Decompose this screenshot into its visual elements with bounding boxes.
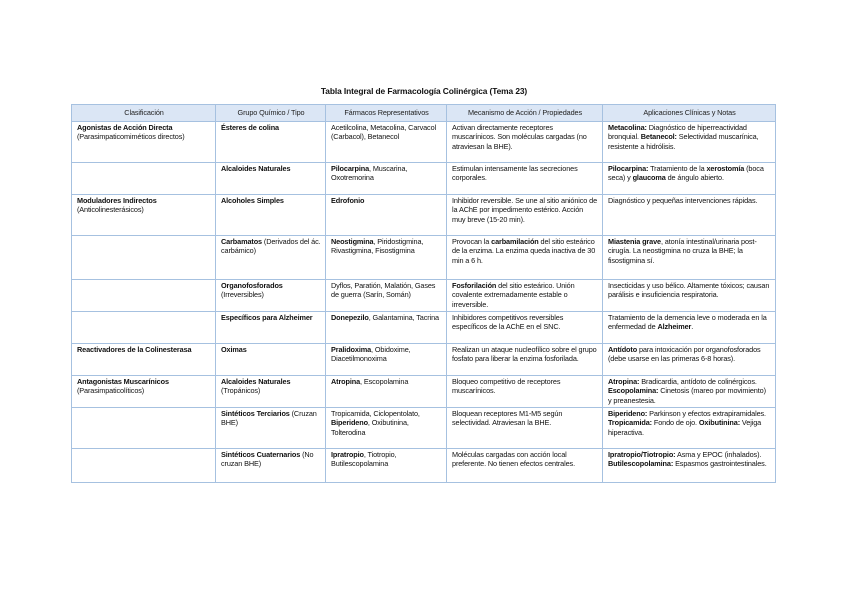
bold-text: Pralidoxima	[331, 345, 372, 354]
cell-farmacos	[326, 163, 447, 195]
table-row	[72, 280, 776, 312]
bold-text: Betanecol:	[640, 132, 677, 142]
bold-text: Atropina:	[608, 377, 640, 386]
bold-text: Alcaloides Naturales	[221, 164, 291, 173]
table-row	[72, 344, 776, 376]
bold-text: Edrofonio	[331, 196, 365, 205]
bold-text: Carbamatos	[221, 237, 262, 246]
bold-text: Alcoholes Simples	[221, 196, 284, 205]
text: Tratamiento de la demencia leve o moderada en la enfermedad de	[608, 313, 767, 332]
pharmacology-table	[71, 104, 776, 483]
bold-text: Escopolamina:	[608, 386, 659, 396]
text: Vejiga hiperactiva.	[608, 418, 762, 437]
bold-text: carbamilación	[491, 237, 539, 246]
bold-text: Alzheimer	[657, 322, 692, 332]
text: del sitio esteárico. Unión covalente extremadamente estable o irreversible.	[452, 281, 575, 309]
bold-text: Donepezilo	[331, 313, 369, 322]
bold-text: glaucoma	[632, 173, 666, 183]
cell-clase	[72, 280, 216, 312]
table-row	[72, 163, 776, 195]
text: Asma y EPOC (inhalados).	[675, 450, 762, 459]
page-title: Tabla Integral de Farmacología Colinérgica (Tema 23)	[320, 86, 528, 96]
cell-mecanismo	[447, 376, 603, 408]
text: .	[691, 322, 694, 332]
cell-aplicaciones	[603, 163, 776, 195]
cell-aplicaciones	[603, 236, 776, 280]
bold-text: Tropicamida:	[608, 418, 652, 428]
table-row	[72, 376, 776, 408]
bold-text: Atropina	[331, 377, 361, 386]
cell-clase	[72, 122, 216, 163]
cell-mecanismo	[447, 163, 603, 195]
cell-grupo	[216, 236, 326, 280]
bold-text: Butilescopolamina:	[608, 459, 674, 469]
text: (Parasimpaticomiméticos directos)	[77, 132, 185, 142]
bold-text: Alcaloides Naturales	[221, 377, 291, 386]
bold-text: Reactivadores de la Colinesterasa	[77, 345, 192, 354]
text: Estimulan intensamente las secreciones corporales.	[452, 164, 578, 183]
cell-aplicaciones	[603, 122, 776, 163]
text: (No cruzan BHE)	[221, 450, 314, 469]
cell-grupo	[216, 408, 326, 449]
cell-mecanismo	[447, 344, 603, 376]
text: (Anticolinesterásicos)	[77, 205, 144, 215]
header-farmacos: Fármacos Representativos	[326, 105, 447, 122]
text: (boca seca) y	[608, 164, 764, 183]
table-row	[72, 122, 776, 163]
cell-aplicaciones	[603, 449, 776, 483]
bold-text: Neostigmina	[331, 237, 374, 246]
bold-text: Organofosforados	[221, 281, 283, 290]
cell-farmacos	[326, 449, 447, 483]
cell-clase	[72, 376, 216, 408]
cell-mecanismo	[447, 449, 603, 483]
table-row	[72, 449, 776, 483]
cell-clase	[72, 312, 216, 344]
cell-aplicaciones	[603, 280, 776, 312]
bold-text: Agonistas de Acción Directa	[77, 123, 173, 132]
text: Bloqueo competitivo de receptores muscarínicos.	[452, 377, 561, 396]
bold-text: xerostomía	[706, 164, 745, 173]
text: , Escopolamina	[360, 377, 409, 386]
cell-mecanismo	[447, 122, 603, 163]
text: Parkinson y efectos extrapiramidales.	[647, 409, 766, 418]
cell-clase	[72, 163, 216, 195]
text: (Tropánicos)	[221, 386, 261, 396]
table-body	[72, 122, 776, 483]
cell-aplicaciones	[603, 195, 776, 236]
bold-text: Ipratropio	[331, 450, 364, 459]
cell-grupo	[216, 122, 326, 163]
cell-clase	[72, 408, 216, 449]
text: Espasmos gastrointestinales.	[673, 459, 767, 469]
text: Tropicamida, Ciclopentolato,	[331, 409, 420, 418]
text: Dyflos, Paratión, Malatión, Gases de guerra (Sarín, Somán)	[331, 281, 436, 300]
text: , Muscarina, Oxotremorina	[331, 164, 408, 183]
cell-grupo	[216, 344, 326, 376]
cell-grupo	[216, 280, 326, 312]
text: Selectividad muscarínica, resistente a hidrólisis.	[608, 132, 759, 151]
text: Moléculas cargadas con acción local preferente. No tienen efectos centrales.	[452, 450, 575, 469]
bold-text: Antagonistas Muscarínicos	[77, 377, 169, 386]
header-grupo: Grupo Químico / Tipo	[216, 105, 326, 122]
text: de ángulo abierto.	[665, 173, 724, 183]
text: Diagnóstico y pequeñas intervenciones rápidas.	[608, 196, 758, 205]
bold-text: Antídoto	[608, 345, 638, 354]
bold-text: Biperideno	[331, 418, 368, 428]
table-header-row	[72, 105, 776, 122]
text: (Irreversibles)	[221, 290, 264, 300]
text: Inhibidores competitivos reversibles específicos de la AChE en el SNC.	[452, 313, 564, 332]
cell-grupo	[216, 163, 326, 195]
cell-mecanismo	[447, 280, 603, 312]
text: Realizan un ataque nucleofílico sobre el grupo fosfato para liberar la enzima fosforilada.	[452, 345, 597, 364]
text: (Derivados del ác. carbámico)	[221, 237, 321, 256]
cell-aplicaciones	[603, 408, 776, 449]
bold-text: Miastenia grave	[608, 237, 661, 246]
bold-text: Metacolina:	[608, 123, 647, 132]
cell-aplicaciones	[603, 312, 776, 344]
cell-clase	[72, 449, 216, 483]
text: Bloquean receptores M1-M5 según selectividad. Atraviesan la BHE.	[452, 409, 563, 428]
text: Inhibidor reversible. Se une al sitio aniónico de la AChE por impedimento estérico. Acción muy breve (15-20 min).	[452, 196, 598, 224]
table-row	[72, 236, 776, 280]
text: , Obidoxime, Diacetilmonoxima	[331, 345, 411, 364]
cell-farmacos	[326, 408, 447, 449]
text: , Oxibutinina, Tolterodina	[331, 418, 409, 437]
text: (Cruzan BHE)	[221, 409, 317, 428]
bold-text: Pilocarpina	[331, 164, 370, 173]
cell-farmacos	[326, 236, 447, 280]
bold-text: Biperideno:	[608, 409, 648, 418]
cell-grupo	[216, 376, 326, 408]
text: (Parasimpaticolíticos)	[77, 386, 145, 396]
cell-clase	[72, 236, 216, 280]
text: , Galantamina, Tacrina	[368, 313, 439, 322]
cell-clase	[72, 344, 216, 376]
text: Acetilcolina, Metacolina, Carvacol (Carbacol), Betanecol	[331, 123, 437, 142]
cell-mecanismo	[447, 195, 603, 236]
table-row	[72, 195, 776, 236]
cell-farmacos	[326, 312, 447, 344]
header-aplicaciones: Aplicaciones Clínicas y Notas	[603, 105, 776, 122]
cell-mecanismo	[447, 236, 603, 280]
text: , Piridostigmina, Rivastigmina, Fisostigmina	[331, 237, 424, 256]
bold-text: Ésteres de colina	[221, 123, 279, 132]
bold-text: Oximas	[221, 345, 247, 354]
cell-farmacos	[326, 195, 447, 236]
bold-text: Moduladores Indirectos	[77, 196, 157, 205]
cell-farmacos	[326, 344, 447, 376]
table-row	[72, 408, 776, 449]
bold-text: Ipratropio/Tiotropio:	[608, 450, 676, 459]
text: Cinetosis (mareo por movimiento) y preanestesia.	[608, 386, 766, 405]
text: Bradicardia, antídoto de colinérgicos.	[639, 377, 757, 386]
cell-farmacos	[326, 376, 447, 408]
cell-aplicaciones	[603, 344, 776, 376]
text: Fondo de ojo.	[651, 418, 699, 428]
text: Diagnóstico de hiperreactividad bronquial.	[608, 123, 747, 142]
text: para intoxicación por organofosforados (debe usarse en las primeras 6-8 horas).	[608, 345, 761, 364]
text: Tratamiento de la	[648, 164, 707, 173]
bold-text: Sintéticos Cuaternarios	[221, 450, 301, 459]
cell-grupo	[216, 195, 326, 236]
header-clasificacion: Clasificación	[72, 105, 216, 122]
bold-text: Fosforilación	[452, 281, 497, 290]
bold-text: Específicos para Alzheimer	[221, 313, 313, 322]
text: del sitio esteárico de la enzima. La enzima queda inactiva de 30 min a 6 h.	[452, 237, 596, 265]
header-mecanismo: Mecanismo de Acción / Propiedades	[447, 105, 603, 122]
cell-farmacos	[326, 122, 447, 163]
bold-text: Oxibutinina:	[698, 418, 740, 428]
text: Insecticidas y uso bélico. Altamente tóxicos; causan parálisis e insuficiencia respiratoria.	[608, 281, 770, 300]
cell-mecanismo	[447, 312, 603, 344]
cell-aplicaciones	[603, 376, 776, 408]
bold-text: Pilocarpina:	[608, 164, 649, 173]
bold-text: Sintéticos Terciarios	[221, 409, 290, 418]
cell-grupo	[216, 449, 326, 483]
cell-grupo	[216, 312, 326, 344]
cell-clase	[72, 195, 216, 236]
text: , atonía intestinal/urinaria post-cirugía. La neostigmina no cruza la BHE; la fisostigmina sí.	[608, 237, 757, 265]
table-row	[72, 312, 776, 344]
cell-farmacos	[326, 280, 447, 312]
text: Provocan la	[452, 237, 492, 246]
text: , Tiotropio, Butilescopolamina	[331, 450, 397, 469]
text: Activan directamente receptores muscarínicos. Son moléculas cargadas (no atraviesan la BHE).	[452, 123, 587, 151]
cell-mecanismo	[447, 408, 603, 449]
